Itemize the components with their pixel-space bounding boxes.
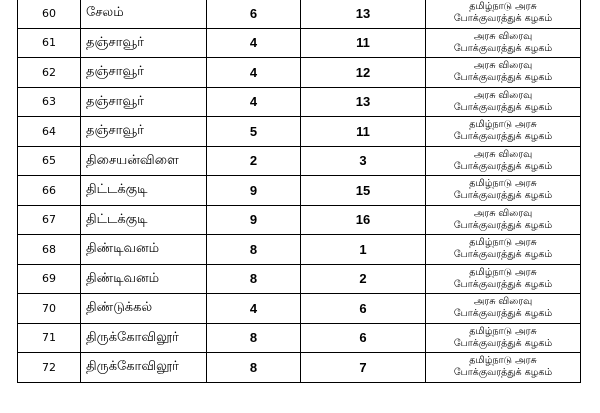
- place-name-cell: தஞ்சாவூர்: [81, 117, 207, 147]
- corporation-line-1: அரசு விரைவு: [473, 148, 533, 160]
- corporation-cell: [426, 353, 581, 383]
- corporation-line-2: போக்குவரத்துக் கழகம்: [453, 367, 553, 379]
- table-row: [18, 264, 581, 294]
- place-name-cell: சேலம்: [81, 0, 207, 28]
- table-row: [18, 176, 581, 206]
- corporation-line-1: தமிழ்நாடு அரசு: [469, 355, 537, 367]
- table-row: [18, 353, 581, 383]
- corporation-line-2: போக்குவரத்துக் கழகம்: [453, 249, 553, 261]
- corporation-cell: [426, 146, 581, 176]
- serial-number-cell: 71: [18, 323, 81, 353]
- value-a-cell: 4: [207, 87, 301, 117]
- corporation-line-2: போக்குவரத்துக் கழகம்: [453, 219, 553, 231]
- value-b-cell: 12: [301, 58, 426, 88]
- corporation-line-1: தமிழ்நாடு அரசு: [469, 178, 537, 190]
- corporation-line-1: அரசு விரைவு: [473, 60, 533, 72]
- corporation-line-2: போக்குவரத்துக் கழகம்: [453, 131, 553, 143]
- corporation-cell: [426, 28, 581, 58]
- place-name-cell: திண்டிவனம்: [81, 235, 207, 265]
- corporation-cell: [426, 323, 581, 353]
- corporation-line-1: தமிழ்நாடு அரசு: [469, 119, 537, 131]
- allocation-table: [17, 0, 581, 383]
- corporation-line-1: தமிழ்நாடு அரசு: [469, 325, 537, 337]
- table-row: [18, 205, 581, 235]
- serial-number-cell: 65: [18, 146, 81, 176]
- value-b-cell: 11: [301, 28, 426, 58]
- corporation-cell: [426, 58, 581, 88]
- corporation-line-2: போக்குவரத்துக் கழகம்: [453, 190, 553, 202]
- corporation-cell: [426, 294, 581, 324]
- corporation-line-2: போக்குவரத்துக் கழகம்: [453, 42, 553, 54]
- corporation-cell: [426, 176, 581, 206]
- table-row: [18, 117, 581, 147]
- place-name-cell: தஞ்சாவூர்: [81, 58, 207, 88]
- serial-number-cell: 64: [18, 117, 81, 147]
- table-row: [18, 28, 581, 58]
- place-name-cell: திண்டுக்கல்: [81, 294, 207, 324]
- table-row: [18, 235, 581, 265]
- table-row: [18, 87, 581, 117]
- value-a-cell: 6: [207, 0, 301, 28]
- value-b-cell: 3: [301, 146, 426, 176]
- corporation-line-2: போக்குவரத்துக் கழகம்: [453, 13, 553, 25]
- table-row: [18, 146, 581, 176]
- corporation-cell: [426, 205, 581, 235]
- serial-number-cell: 69: [18, 264, 81, 294]
- place-name-cell: திண்டிவனம்: [81, 264, 207, 294]
- value-b-cell: 11: [301, 117, 426, 147]
- serial-number-cell: 60: [18, 0, 81, 28]
- corporation-line-2: போக்குவரத்துக் கழகம்: [453, 308, 553, 320]
- value-b-cell: 16: [301, 205, 426, 235]
- value-a-cell: 8: [207, 264, 301, 294]
- corporation-line-1: தமிழ்நாடு அரசு: [469, 266, 537, 278]
- value-b-cell: 13: [301, 0, 426, 28]
- place-name-cell: திருக்கோவிலூர்: [81, 353, 207, 383]
- value-b-cell: 13: [301, 87, 426, 117]
- serial-number-cell: 72: [18, 353, 81, 383]
- table-row: [18, 294, 581, 324]
- value-a-cell: 8: [207, 353, 301, 383]
- corporation-cell: [426, 0, 581, 28]
- value-a-cell: 2: [207, 146, 301, 176]
- place-name-cell: திசையன்விளை: [81, 146, 207, 176]
- place-name-cell: திட்டக்குடி: [81, 176, 207, 206]
- value-b-cell: 15: [301, 176, 426, 206]
- serial-number-cell: 66: [18, 176, 81, 206]
- serial-number-cell: 70: [18, 294, 81, 324]
- table-row: [18, 323, 581, 353]
- value-a-cell: 4: [207, 58, 301, 88]
- value-a-cell: 4: [207, 294, 301, 324]
- corporation-line-2: போக்குவரத்துக் கழகம்: [453, 337, 553, 349]
- corporation-line-2: போக்குவரத்துக் கழகம்: [453, 160, 553, 172]
- corporation-cell: [426, 87, 581, 117]
- place-name-cell: திருக்கோவிலூர்: [81, 323, 207, 353]
- serial-number-cell: 62: [18, 58, 81, 88]
- serial-number-cell: 67: [18, 205, 81, 235]
- value-b-cell: 6: [301, 323, 426, 353]
- value-b-cell: 6: [301, 294, 426, 324]
- value-a-cell: 8: [207, 323, 301, 353]
- table-body: [18, 0, 581, 382]
- place-name-cell: தஞ்சாவூர்: [81, 87, 207, 117]
- corporation-cell: [426, 117, 581, 147]
- corporation-line-1: அரசு விரைவு: [473, 89, 533, 101]
- value-a-cell: 4: [207, 28, 301, 58]
- serial-number-cell: 63: [18, 87, 81, 117]
- serial-number-cell: 61: [18, 28, 81, 58]
- value-a-cell: 9: [207, 176, 301, 206]
- value-b-cell: 2: [301, 264, 426, 294]
- table-row: [18, 58, 581, 88]
- corporation-cell: [426, 264, 581, 294]
- value-b-cell: 1: [301, 235, 426, 265]
- corporation-line-1: அரசு விரைவு: [473, 30, 533, 42]
- corporation-line-2: போக்குவரத்துக் கழகம்: [453, 72, 553, 84]
- place-name-cell: திட்டக்குடி: [81, 205, 207, 235]
- value-a-cell: 5: [207, 117, 301, 147]
- table-row: [18, 0, 581, 28]
- place-name-cell: தஞ்சாவூர்: [81, 28, 207, 58]
- value-a-cell: 8: [207, 235, 301, 265]
- value-a-cell: 9: [207, 205, 301, 235]
- corporation-line-1: தமிழ்நாடு அரசு: [469, 1, 537, 13]
- corporation-line-1: அரசு விரைவு: [473, 207, 533, 219]
- corporation-line-1: அரசு விரைவு: [473, 296, 533, 308]
- corporation-line-2: போக்குவரத்துக் கழகம்: [453, 278, 553, 290]
- value-b-cell: 7: [301, 353, 426, 383]
- corporation-cell: [426, 235, 581, 265]
- serial-number-cell: 68: [18, 235, 81, 265]
- corporation-line-2: போக்குவரத்துக் கழகம்: [453, 101, 553, 113]
- corporation-line-1: தமிழ்நாடு அரசு: [469, 237, 537, 249]
